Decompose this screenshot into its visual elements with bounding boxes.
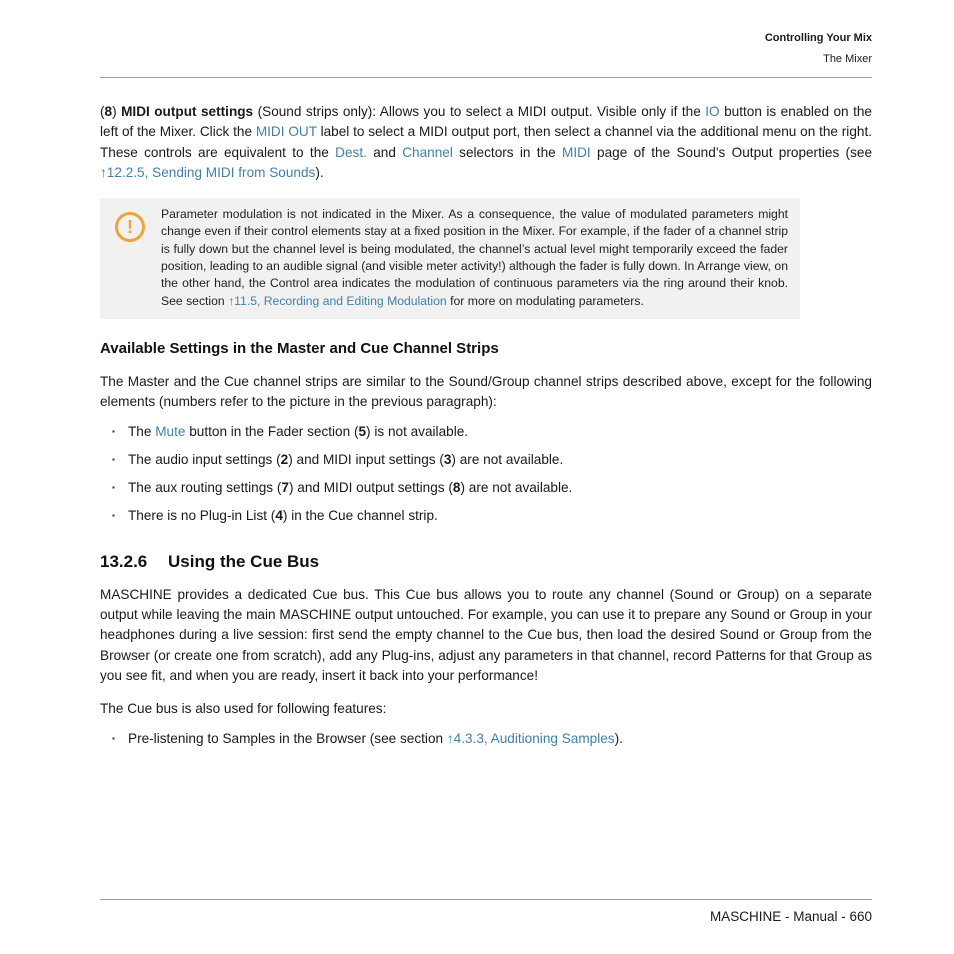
warning-icon-glyph: ! (127, 216, 133, 237)
text-segment: 2 (280, 451, 289, 467)
text-segment: The (128, 423, 156, 439)
text-segment: label to select a MIDI output port, then select a channel via the additional menu on the right. These controls are equivalent to the (100, 124, 872, 160)
text-segment: ) in the Cue channel strip. (282, 508, 438, 524)
text-segment: 8 (104, 104, 113, 119)
note-text (161, 206, 788, 310)
inline-link[interactable]: ↑4.3.3, Auditioning Samples (446, 730, 615, 746)
warning-icon (115, 212, 145, 242)
list-item-text (128, 478, 872, 498)
footer-page-label: MASCHINE - Manual - 660 (709, 909, 872, 924)
section-heading-using-cue-bus (100, 552, 872, 572)
paragraph-cue-bus (100, 585, 872, 686)
list-item (112, 729, 872, 749)
text-segment: ) and MIDI output settings ( (288, 480, 453, 496)
note-box (100, 198, 800, 319)
bullet-icon: ▪ (112, 511, 115, 521)
paragraph-master-cue (100, 372, 872, 413)
page-footer (100, 889, 872, 924)
text-segment: ) are not available. (460, 480, 573, 496)
text-segment: There is no Plug-in List ( (128, 508, 276, 524)
footer-rule (100, 899, 872, 900)
header-section: The Mixer (823, 53, 872, 65)
text-segment: ). (315, 164, 324, 180)
list-item (112, 506, 872, 526)
list-item-text (128, 422, 872, 442)
bullet-icon: ▪ (112, 483, 115, 493)
inline-link[interactable]: Dest. (335, 144, 367, 160)
bullet-list-master-cue (100, 422, 872, 527)
text-segment: button is enabled on the left of the Mixer. Click the (100, 104, 872, 140)
text-segment: 8 (452, 480, 461, 496)
text-segment: and (366, 144, 403, 160)
text-segment: 5 (358, 423, 367, 439)
text-segment: ( (100, 104, 105, 119)
inline-link[interactable]: MIDI (562, 144, 591, 160)
text-segment: ) are not available. (451, 451, 564, 467)
header-chapter: Controlling Your Mix (764, 32, 872, 44)
list-item (112, 422, 872, 442)
bullet-icon: ▪ (112, 426, 115, 436)
text-segment: MASCHINE provides a dedicated Cue bus. This Cue bus allows you to route any channel (Sound or Group) on a separate output while leaving the main MASCHINE output untouched. For example, you can use it to prepare any Sound or Group in your headphones during a live session: first send the empty channel to the Cue bus, then load the desired Sound or Group from the Browser (or create one from scratch), add any Plug-ins, adjust any parameters in that channel, record Patterns for that Group as you see fit, and when you are ready, insert it back into your performance! (100, 586, 872, 683)
text-segment: page of the Sound’s Output properties (see (590, 144, 872, 160)
bullet-icon: ▪ (112, 454, 115, 464)
subheading-available-settings: Available Settings in the Master and Cue Channel Strips (100, 339, 499, 357)
section-title: Using the Cue Bus (168, 551, 320, 571)
bullet-list-cue-features (100, 729, 872, 749)
text-segment: Pre-listening to Samples in the Browser (see section (128, 730, 447, 746)
inline-link[interactable]: MIDI OUT (255, 124, 317, 140)
text-segment: ) is not available. (366, 423, 469, 439)
text-segment: MIDI output settings (121, 104, 254, 119)
inline-link[interactable]: ↑12.2.5, Sending MIDI from Sounds (100, 164, 316, 180)
text-segment: 7 (281, 480, 289, 496)
bullet-icon: ▪ (112, 733, 115, 743)
text-segment: The Master and the Cue channel strips are similar to the Sound/Group channel strips described above, except for the following elements (numbers refer to the picture in the previous paragraph): (100, 373, 872, 410)
list-item (112, 478, 872, 498)
page-header (100, 30, 872, 78)
text-segment: The audio input settings ( (128, 451, 281, 467)
list-item-text (128, 450, 872, 470)
text-segment: 3 (443, 451, 452, 467)
page-content (100, 78, 872, 889)
list-item-text (128, 506, 872, 526)
text-segment: selectors in the (452, 144, 563, 160)
section-number: 13.2.6 (100, 551, 148, 571)
list-item (112, 450, 872, 470)
text-segment: 4 (275, 508, 283, 524)
list-item-text (128, 729, 872, 749)
inline-link[interactable]: Channel (402, 144, 453, 160)
paragraph-midi-output-settings (100, 102, 872, 183)
text-segment: for more on modulating parameters. (446, 293, 644, 308)
text-segment: ) and MIDI input settings ( (288, 451, 444, 467)
text-segment: The aux routing settings ( (128, 480, 282, 496)
text-segment: (Sound strips only): Allows you to select a MIDI output. Visible only if the (253, 104, 706, 119)
text-segment: ) (112, 104, 122, 119)
text-segment: The Cue bus is also used for following features: (100, 701, 387, 717)
inline-link[interactable]: ↑11.5, Recording and Editing Modulation (228, 293, 447, 308)
inline-link[interactable]: Mute (155, 423, 186, 439)
text-segment: ). (614, 730, 623, 746)
text-segment: Parameter modulation is not indicated in the Mixer. As a consequence, the value of modulated parameters might change even if their control elements stay at a fixed position in the Mixer. For example, if the fader of a channel strip is fully down but the channel level is being modulated, the channel’s actual level might temporarily exceed the fader position, leading to an audible signal (and visible meter activity!) although the fader is fully down. In Arrange view, on the other hand, the Control area indicates the modulation of continuous parameters via the ring around their knob. See section (161, 207, 788, 308)
text-segment: button in the Fader section ( (185, 423, 359, 439)
paragraph-cue-features-intro (100, 699, 872, 719)
inline-link[interactable]: IO (705, 104, 720, 119)
